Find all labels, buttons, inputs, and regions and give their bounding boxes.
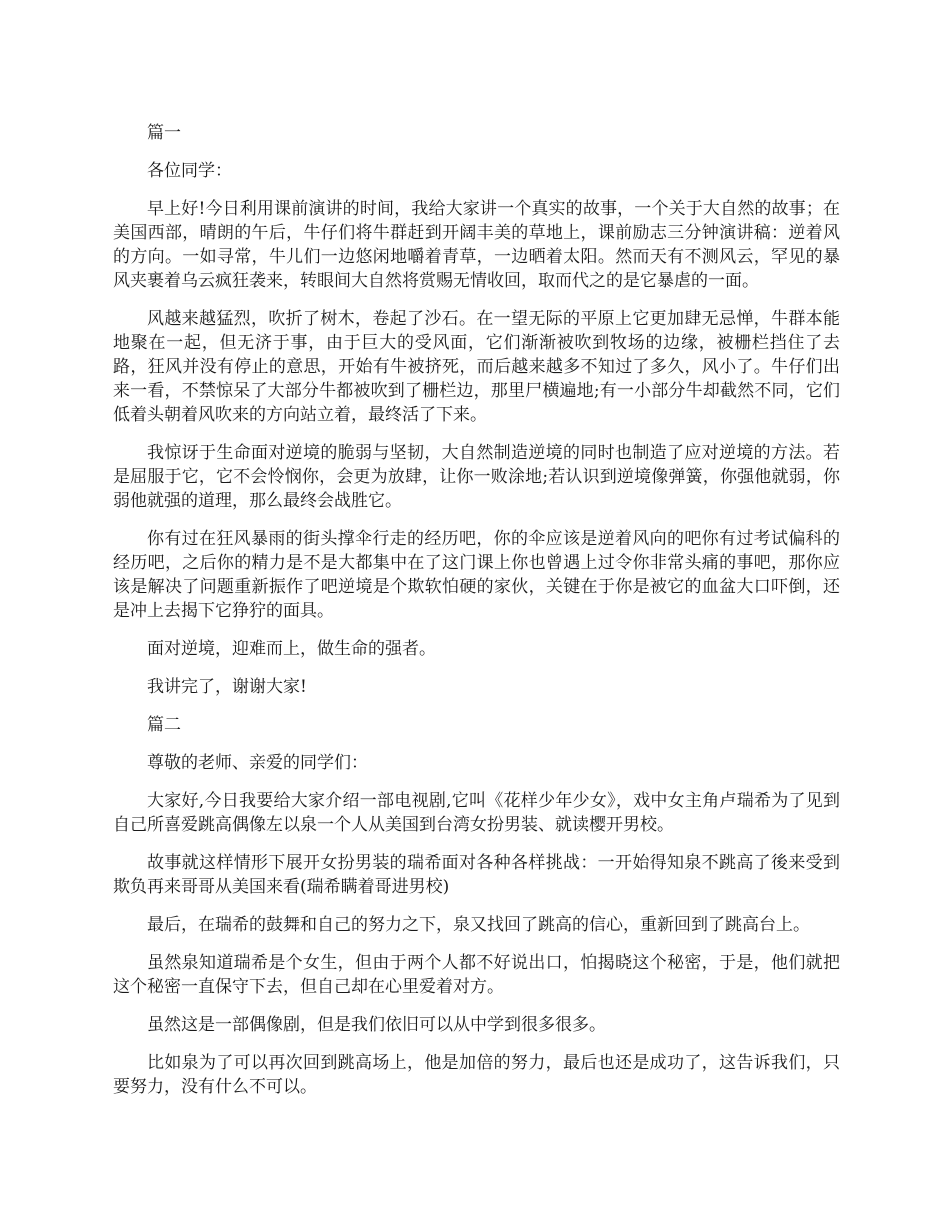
section-heading-2: 篇二 <box>147 715 181 735</box>
paragraph: 故事就这样情形下展开女扮男装的瑞希面对各种各样挑战：一开始得知泉不跳高了後来受到欺负再来哥哥从美国来看(瑞希瞒着哥进男校) <box>113 853 840 897</box>
section-heading-1: 篇一 <box>147 123 181 143</box>
paragraph: 风越来越猛烈，吹折了树木，卷起了沙石。在一望无际的平原上它更加肆无忌惮，牛群本能地聚在一起，但无济于事，由于巨大的受风面，它们渐渐被吹到牧场的边缘，被栅栏挡住了去路，狂风并没有停止的意思，开始有牛被挤死，而后越来越多不知过了多久，风小了。牛仔们出来一看，不禁惊呆了大部分牛都被吹到了栅栏边，那里尸横遍地;有一小部分牛却截然不同，它们低着头朝着风吹来的方向站立着，最终活了下来。 <box>113 309 840 425</box>
paragraph: 最后，在瑞希的鼓舞和自己的努力之下，泉又找回了跳高的信心，重新回到了跳高台上。 <box>147 915 810 935</box>
paragraph: 面对逆境，迎难而上，做生命的强者。 <box>147 639 436 659</box>
closing: 我讲完了，谢谢大家! <box>147 677 307 697</box>
paragraph: 虽然这是一部偶像剧，但是我们依旧可以从中学到很多很多。 <box>147 1015 606 1035</box>
document-body <box>113 121 840 1113</box>
paragraph: 虽然泉知道瑞希是个女生，但由于两个人都不好说出口，怕揭晓这个秘密，于是，他们就把这个秘密一直保守下去，但自己却在心里爱着对方。 <box>113 953 840 997</box>
greeting: 各位同学： <box>147 161 232 181</box>
paragraph: 早上好!今日利用课前演讲的时间，我给大家讲一个真实的故事，一个关于大自然的故事；在美国西部，晴朗的午后，牛仔们将牛群赶到开阔丰美的草地上，课前励志三分钟演讲稿：逆着风的方向。一如寻常，牛儿们一边悠闲地嚼着青草，一边晒着太阳。然而天有不测风云，罕见的暴风夹裹着乌云疯狂袭来，转眼间大自然将赏赐无情收回，取而代之的是它暴虐的一面。 <box>113 199 840 291</box>
paragraph: 大家好,今日我要给大家介绍一部电视剧,它叫《花样少年少女》，戏中女主角卢瑞希为了见到自己所喜爱跳高偶像左以泉一个人从美国到台湾女扮男装、就读樱开男校。 <box>113 791 840 835</box>
paragraph: 比如泉为了可以再次回到跳高场上，他是加倍的努力，最后也还是成功了，这告诉我们，只要努力，没有什么不可以。 <box>113 1053 840 1097</box>
paragraph: 你有过在狂风暴雨的街头撑伞行走的经历吧，你的伞应该是逆着风向的吧你有过考试偏科的经历吧，之后你的精力是不是大都集中在了这门课上你也曾遇上过令你非常头痛的事吧，那你应该是解决了问题重新振作了吧逆境是个欺软怕硬的家伙，关键在于你是被它的血盆大口吓倒，还是冲上去揭下它狰狞的面具。 <box>113 529 840 621</box>
greeting: 尊敬的老师、亲爱的同学们： <box>147 753 368 773</box>
paragraph: 我惊讶于生命面对逆境的脆弱与坚韧，大自然制造逆境的同时也制造了应对逆境的方法。若是屈服于它，它不会怜悯你，会更为放肆，让你一败涂地;若认识到逆境像弹簧，你强他就弱，你弱他就强的道理，那么最终会战胜它。 <box>113 443 840 511</box>
